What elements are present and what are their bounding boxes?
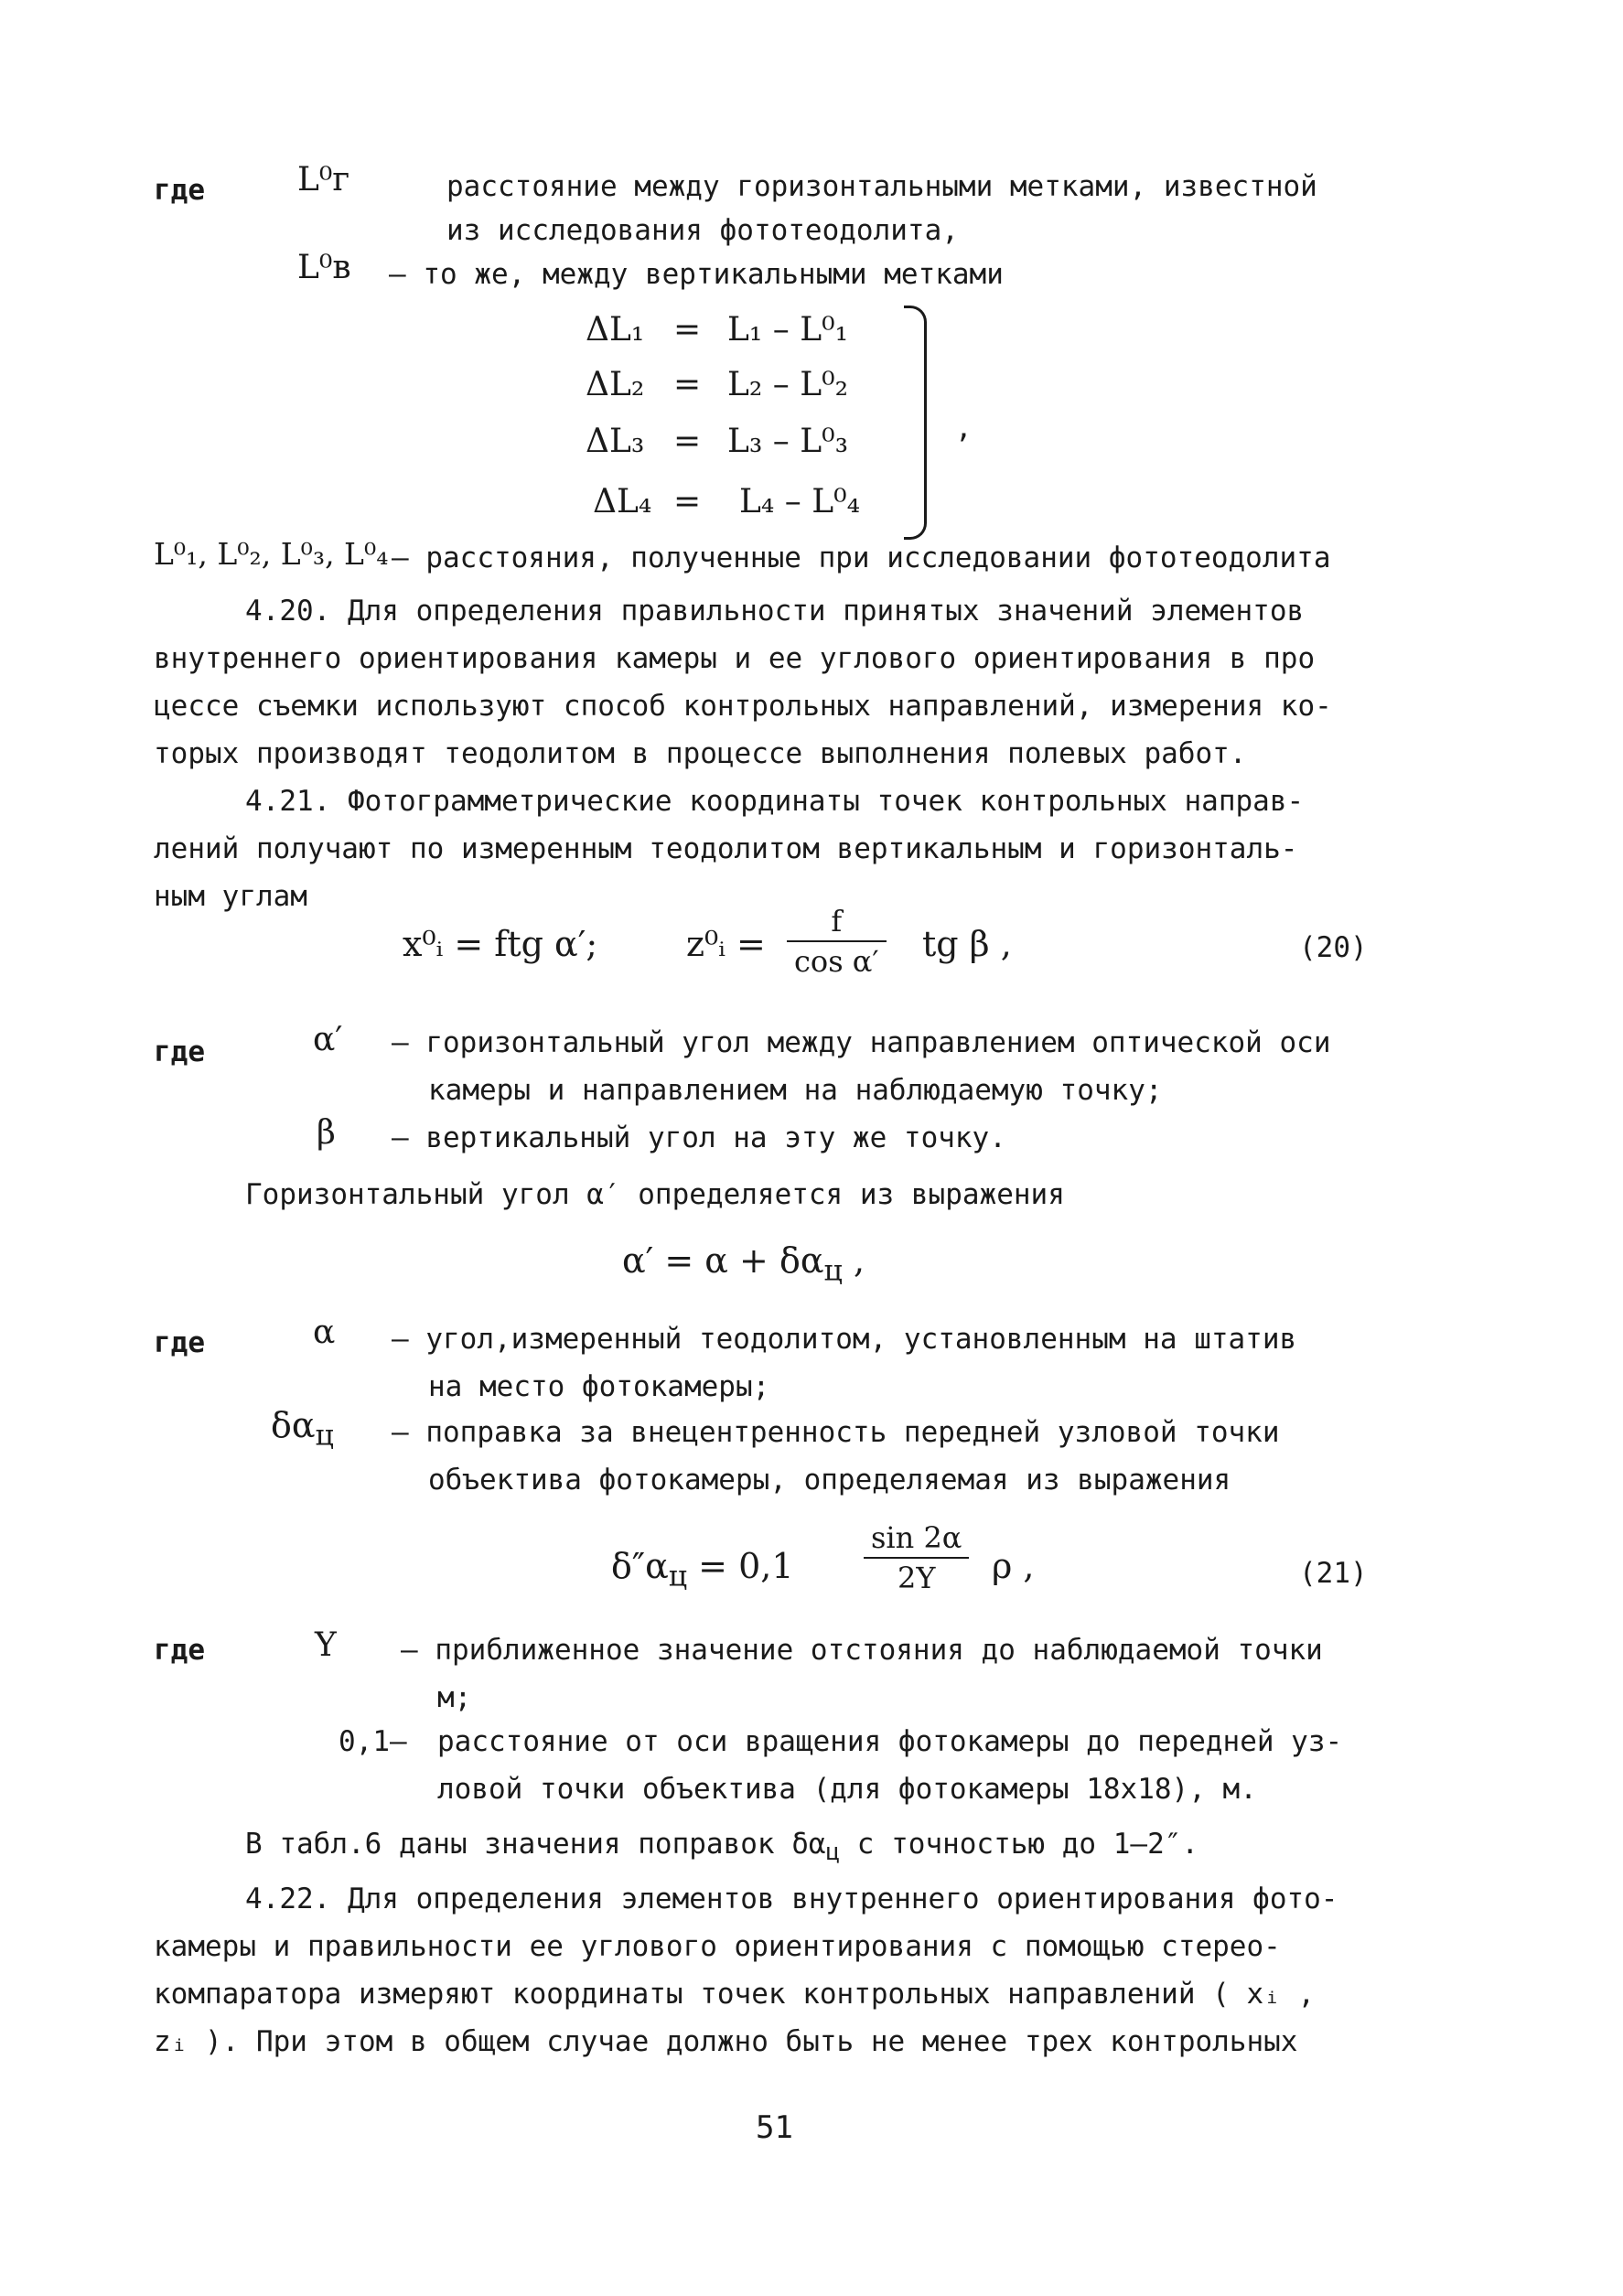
table-reference-tail: с точностью до 1–2″.	[840, 1828, 1199, 1861]
formula21-lhs	[611, 1546, 794, 1593]
def-y-line2: м;	[437, 1681, 472, 1714]
def-a-line1: – угол,измеренный теодолитом, установленным на штатив	[392, 1323, 1297, 1356]
symbol-y: Y	[315, 1626, 337, 1664]
formula21-number: (21)	[1299, 1557, 1368, 1590]
symbol-delta-alpha-sub: ц	[315, 1419, 334, 1453]
eq1-lhs: ΔL₁	[586, 311, 645, 349]
p422-line3: компаратора измеряют координаты точек контрольных направлений ( xᵢ ,	[154, 1978, 1316, 2011]
p421-line2: лений получают по измеренным теодолитом вертикальным и горизонталь-	[154, 832, 1298, 865]
table-reference-sub: ц	[825, 1839, 841, 1867]
p422-line4: zᵢ ). При этом в общем случае должно быть не менее трех контрольных	[154, 2025, 1298, 2058]
formula20-fraction	[787, 904, 887, 979]
eq2-rhs: L₂ – L⁰₂	[727, 366, 848, 403]
symbol-delta-alpha-main: δα	[271, 1405, 316, 1445]
eq2-lhs: ΔL₂	[586, 366, 645, 403]
def2-text: – то же, между вертикальными метками	[389, 258, 1004, 291]
p420-line2: внутреннего ориентирования камеры и ее углового ориентирования в про	[154, 642, 1316, 675]
formula21-eq: = 0,1	[687, 1546, 794, 1586]
def1-line2: из исследования фототеодолита,	[446, 214, 959, 247]
formula21-num: sin 2α	[864, 1520, 969, 1559]
table-reference-main: В табл.6 даны значения поправок δα	[245, 1828, 826, 1861]
symbol-alpha-prime: α′	[313, 1021, 343, 1058]
formula-alpha-sub: ц	[823, 1254, 843, 1288]
def1-line1: расстояние между горизонтальными метками, известной	[446, 170, 1317, 203]
def-01-line1: расстояние от оси вращения фотокамеры до передней уз-	[437, 1725, 1343, 1758]
def-da-line2: объектива фотокамеры, определяемая из выражения	[428, 1464, 1231, 1497]
formula-alpha	[622, 1240, 865, 1288]
symbol-01: 0,1–	[339, 1725, 407, 1758]
def-a-line2: на место фотокамеры;	[428, 1370, 770, 1403]
p421-line1: 4.21. Фотограмметрические координаты точек контрольных направ-	[245, 785, 1305, 818]
label-gde-3: где	[154, 1326, 205, 1359]
symbol-alpha: α	[313, 1314, 336, 1351]
p422-line1: 4.22. Для определения элементов внутреннего ориентирования фото-	[245, 1883, 1338, 1915]
def-y-line1: – приближенное значение отстояния до наблюдаемой точки	[401, 1634, 1323, 1667]
p421-line3: ным углам	[154, 880, 307, 913]
p420-line1: 4.20. Для определения правильности принятых значений элементов	[245, 595, 1305, 628]
formula20-den: cos α′	[794, 944, 879, 979]
p420-line4: торых производят теодолитом в процессе выполнения полевых работ.	[154, 737, 1247, 770]
def-alpha-line2: камеры и направлением на наблюдаемую точку;	[428, 1074, 1163, 1107]
symbol-lb0: L⁰в	[297, 249, 351, 286]
eq1-rhs: L₁ – L⁰₁	[727, 311, 848, 349]
symbol-beta: β	[317, 1114, 336, 1152]
eq3-lhs: ΔL₃	[586, 423, 645, 460]
right-brace	[904, 306, 927, 540]
eq4-rhs: L₄ – L⁰₄	[739, 483, 860, 520]
horizontal-angle-text: Горизонтальный угол α′ определяется из выражения	[245, 1178, 1065, 1211]
label-gde-2: где	[154, 1035, 205, 1068]
formula-alpha-tail: ,	[842, 1240, 865, 1281]
formula20-tail: tg β ,	[922, 924, 1012, 964]
eq4-eq: =	[673, 483, 702, 520]
formula21-tail: ρ ,	[992, 1546, 1035, 1586]
formula21-fraction	[864, 1520, 969, 1595]
label-gde-1: где	[154, 174, 205, 207]
page-number: 51	[756, 2109, 793, 2146]
table-reference	[245, 1828, 1198, 1866]
formula21-lhs-main: δ″α	[611, 1546, 669, 1586]
formula21-lhs-sub: ц	[668, 1560, 688, 1593]
formula20-number: (20)	[1299, 931, 1368, 964]
symbol-lg0: L⁰г	[297, 161, 350, 198]
formula-alpha-main: α′ = α + δα	[622, 1240, 824, 1281]
p422-line2: камеры и правильности ее углового ориентирования с помощью стерео-	[154, 1930, 1281, 1963]
def-da-line1: – поправка за внецентренность передней узловой точки	[392, 1416, 1280, 1449]
def-01-line2: ловой точки объектива (для фотокамеры 18х18), м.	[437, 1773, 1257, 1806]
def-beta-text: – вертикальный угол на эту же точку.	[392, 1121, 1006, 1154]
eq-comma: ,	[955, 412, 973, 445]
formula20-num: f	[787, 904, 887, 942]
eq4-lhs: ΔL₄	[593, 483, 652, 520]
formula20-part2: z⁰ᵢ =	[686, 924, 766, 964]
def3-text: – расстояния, полученные при исследовании фототеодолита	[392, 542, 1331, 574]
formula20-part1: x⁰ᵢ = ftg α′;	[403, 924, 598, 964]
eq3-rhs: L₃ – L⁰₃	[727, 423, 848, 460]
eq2-eq: =	[673, 366, 702, 403]
def-alpha-line1: – горизонтальный угол между направлением оптической оси	[392, 1026, 1331, 1059]
p420-line3: цессе съемки используют способ контрольных направлений, измерения ко-	[154, 690, 1332, 723]
symbol-delta-alpha	[271, 1405, 334, 1453]
formula21-den: 2Y	[897, 1561, 936, 1595]
symbol-l-list: L⁰₁, L⁰₂, L⁰₃, L⁰₄	[154, 536, 389, 572]
eq1-eq: =	[673, 311, 702, 349]
label-gde-4: где	[154, 1634, 205, 1667]
eq3-eq: =	[673, 423, 702, 460]
